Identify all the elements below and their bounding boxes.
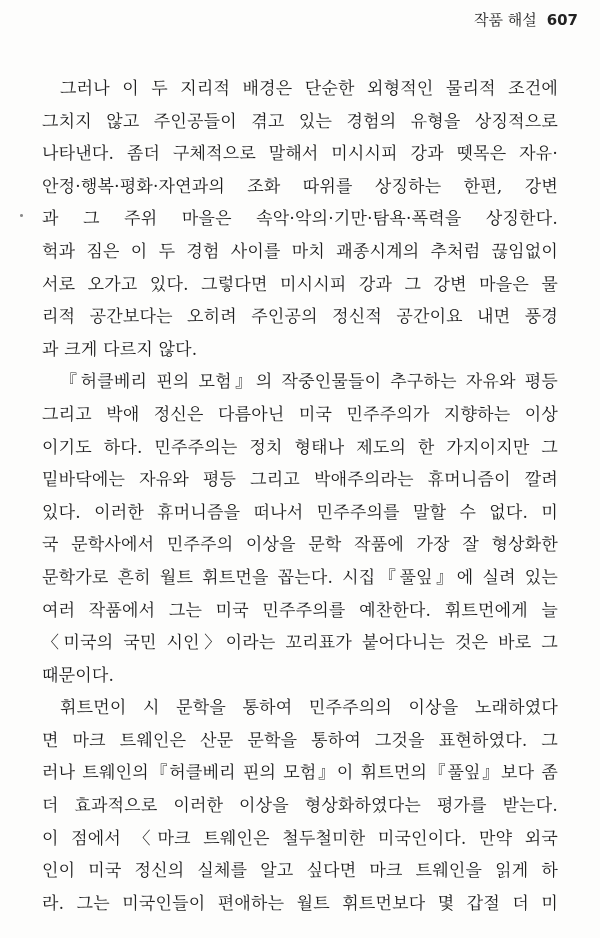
- text-line: 때문이다.: [42, 665, 115, 686]
- text-line: 휘트먼이 시 문학을 통하여 민주주의의 이상을 노래하였다: [60, 698, 558, 719]
- text-line: 〈미국의 국민 시인〉이라는 꼬리표가 붙어다니는 것은 바로 그: [42, 633, 558, 654]
- text-line: 더 효과적으로 이러한 이상을 형상화하였다는 평가를 받는다.: [42, 796, 558, 817]
- text-line: 그러나 이 두 지리적 배경은 단순한 외형적인 물리적 조건에: [60, 79, 558, 99]
- text-line: 문학가로 흔히 월트 휘트먼을 꼽는다. 시집『풀잎』에 실려 있는: [42, 567, 558, 588]
- text-line: 서로 오가고 있다. 그렇다면 미시시피 강과 그 강변 마을은 물: [42, 274, 558, 295]
- text-line: 이기도 하다. 민주주의는 정치 형태나 제도의 한 가지이지만 그: [42, 437, 558, 458]
- text-line: 과 그 주위 마을은 속악·악의·기만·탐욕·폭력을 상징한다.: [42, 209, 558, 230]
- text-line: 국 문학사에서 민주주의 이상을 문학 작품에 가장 잘 형상화한: [42, 535, 558, 556]
- margin-speck: [20, 214, 23, 217]
- text-line: 러나 트웨인의『허클베리 핀의 모험』이 휘트먼의『풀잎』보다 좀: [42, 763, 558, 784]
- paragraph-2: [42, 366, 558, 692]
- text-line: 그리고 박애 정신은 다름아닌 미국 민주주의가 지향하는 이상: [42, 404, 558, 425]
- paragraph-3: [42, 692, 558, 920]
- text-line: 인이 미국 정신의 실체를 알고 싶다면 마크 트웨인을 읽게 하: [42, 861, 558, 882]
- text-line: 과 크게 다르지 않다.: [42, 339, 198, 360]
- text-line: 그치지 않고 주인공들이 겪고 있는 경험의 유형을 상징적으로: [42, 111, 558, 132]
- body-text: [42, 73, 558, 920]
- text-line: 면 마크 트웨인은 산문 문학을 통하여 그것을 표현하였다. 그: [42, 730, 558, 751]
- text-line: 『허클베리 핀의 모험』의 작중인물들이 추구하는 자유와 평등: [60, 372, 558, 393]
- section-title: 작품 해설: [473, 11, 537, 29]
- text-line: 있다. 이러한 휴머니즘을 떠나서 민주주의를 말할 수 없다. 미: [42, 502, 558, 523]
- text-line: 리적 공간보다는 오히려 주인공의 정신적 공간이요 내면 풍경: [42, 307, 558, 328]
- text-line: 라. 그는 미국인들이 편애하는 월트 휘트먼보다 몇 갑절 더 미: [42, 893, 558, 914]
- text-line: 헉과 짐은 이 두 경험 사이를 마치 괘종시계의 추처럼 끊임없이: [42, 241, 558, 262]
- paragraph-1: [42, 73, 558, 366]
- page-number: 607: [546, 11, 578, 29]
- text-line: 여러 작품에서 그는 미국 민주주의를 예찬한다. 휘트먼에게 늘: [42, 600, 558, 621]
- text-line: 나타낸다. 좀더 구체적으로 말해서 미시시피 강과 뗏목은 자유·: [42, 144, 558, 165]
- text-line: 안정·행복·평화·자연과의 조화 따위를 상징하는 한편, 강변: [42, 176, 558, 197]
- text-line: 밑바닥에는 자유와 평등 그리고 박애주의라는 휴머니즘이 깔려: [42, 470, 558, 491]
- text-line: 이 점에서 〈마크 트웨인은 철두철미한 미국인이다. 만약 외국: [42, 828, 558, 849]
- running-header: [474, 9, 578, 29]
